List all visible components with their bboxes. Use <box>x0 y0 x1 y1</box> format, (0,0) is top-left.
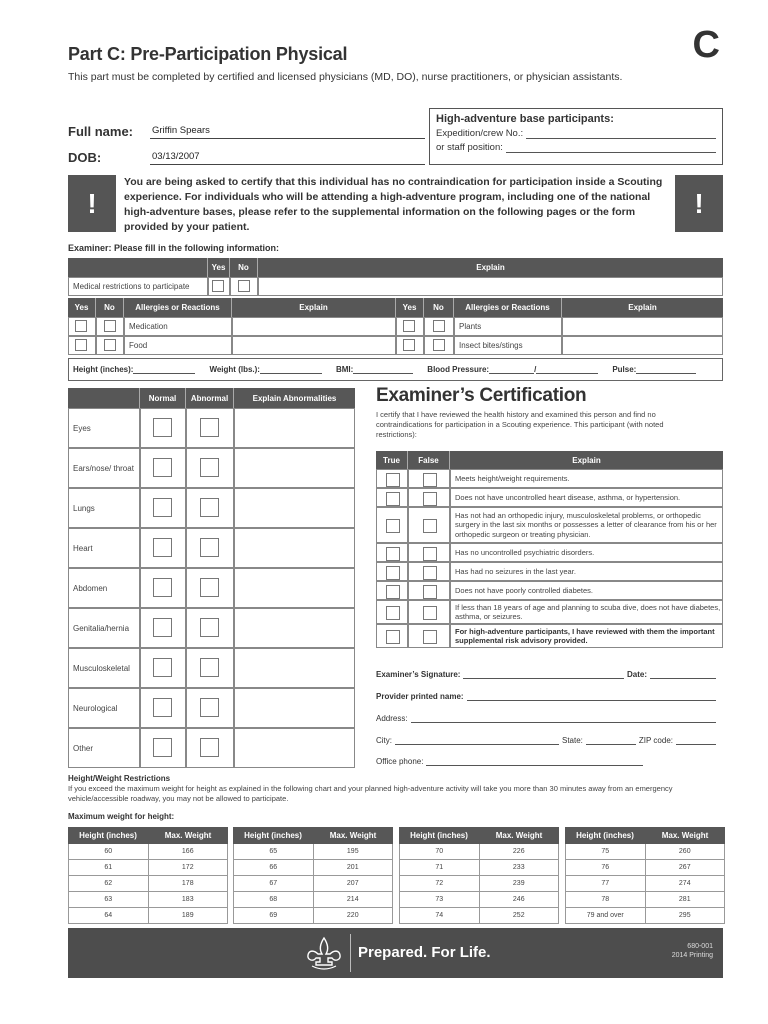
certification-text: I certify that I have reviewed the health history and examined this person and find no contraindications for participation in a Scouting experience. This participant (with noted restrictions): <box>376 410 664 439</box>
height-cell: 69 <box>233 908 314 923</box>
bp-separator: / <box>534 365 537 374</box>
height-cell: 64 <box>68 908 149 923</box>
weight-cell: 207 <box>314 876 394 891</box>
crew-field[interactable] <box>526 128 716 139</box>
staff-field[interactable] <box>506 142 716 153</box>
allergy-yes-checkbox[interactable] <box>75 320 87 332</box>
col-weight: Max. Weight <box>495 831 543 840</box>
height-cell: 74 <box>399 908 480 923</box>
weight-cell: 267 <box>646 860 726 875</box>
height-cell: 66 <box>233 860 314 875</box>
exam-header-explain: Explain Abnormalities <box>234 388 355 408</box>
height-cell: 77 <box>565 876 646 891</box>
phone-label: Office phone: <box>376 757 424 766</box>
allergy-item: Medication <box>124 317 232 336</box>
exam-row-label: Heart <box>68 528 140 568</box>
high-adventure-heading: High-adventure base participants: <box>436 113 614 125</box>
bmi-field[interactable] <box>353 365 413 374</box>
exam-row-label: Ears/nose/ throat <box>68 448 140 488</box>
allergy-no-checkbox[interactable] <box>433 320 445 332</box>
table-row <box>565 892 725 908</box>
fleur-de-lis-icon <box>304 936 344 970</box>
exam-abnormal-checkbox[interactable] <box>200 618 219 637</box>
medical-restrictions-label: Medical restrictions to participate <box>68 277 208 296</box>
table-row <box>233 908 393 924</box>
cert-item-text: Meets height/weight requirements. <box>450 469 723 488</box>
height-cell: 78 <box>565 892 646 907</box>
allergy-header-yes: Yes <box>68 298 96 317</box>
address-row <box>376 714 719 723</box>
header-explain: Explain <box>258 258 723 277</box>
cert-item-text: Has not had an orthopedic injury, musculoskeletal problems, or orthopedic surgery in the last six months or possesses a letter of clearance from his or her orthopedic surgeon or treating physician. <box>450 507 723 543</box>
allergy-yes-checkbox[interactable] <box>403 339 415 351</box>
weight-cell: 252 <box>480 908 560 923</box>
exam-normal-checkbox[interactable] <box>153 738 172 757</box>
cert-false-checkbox[interactable] <box>423 519 437 533</box>
height-label: Height (inches): <box>73 365 134 374</box>
weight-cell: 214 <box>314 892 394 907</box>
cert-true-checkbox[interactable] <box>386 492 400 506</box>
provider-label: Provider printed name: <box>376 692 464 701</box>
table-row <box>565 908 725 924</box>
exam-normal-checkbox[interactable] <box>153 458 172 477</box>
allergy-header-yes: Yes <box>396 298 424 317</box>
address-field[interactable] <box>411 714 716 723</box>
weight-cell: 178 <box>149 876 229 891</box>
cert-false-checkbox[interactable] <box>423 492 437 506</box>
max-weight-table-header <box>565 827 725 844</box>
table-row <box>68 876 228 892</box>
allergy-header-no: No <box>424 298 454 317</box>
city-label: City: <box>376 736 392 745</box>
weight-cell: 274 <box>646 876 726 891</box>
cert-false-checkbox[interactable] <box>423 630 437 644</box>
height-cell: 62 <box>68 876 149 891</box>
signature-label: Examiner’s Signature: <box>376 670 461 679</box>
max-weight-table-header <box>233 827 393 844</box>
table-row <box>565 860 725 876</box>
high-adventure-box <box>429 108 723 165</box>
exam-explain-field[interactable] <box>234 608 355 648</box>
exam-row-label: Abdomen <box>68 568 140 608</box>
footer-bar <box>68 928 723 978</box>
crew-label: Expedition/crew No.: <box>436 128 524 139</box>
full-name-field[interactable]: Griffin Spears <box>150 125 425 139</box>
cert-item-text: Has had no seizures in the last year. <box>450 562 723 581</box>
weight-cell: 195 <box>314 844 394 859</box>
weight-cell: 246 <box>480 892 560 907</box>
city-field[interactable] <box>395 736 559 745</box>
footer-slogan: Prepared. For Life. <box>358 944 491 961</box>
bp-diastolic-field[interactable] <box>536 365 598 374</box>
exam-row-label: Musculoskeletal <box>68 648 140 688</box>
cert-header-true: True <box>376 451 408 469</box>
cert-false-checkbox[interactable] <box>423 473 437 487</box>
cert-false-checkbox[interactable] <box>423 606 437 620</box>
max-weight-title: Maximum weight for height: <box>68 812 175 821</box>
cert-item-text: If less than 18 years of age and planning to scuba dive, does not have diabetes, asthma, or seizures. <box>450 600 723 624</box>
pulse-label: Pulse: <box>612 365 637 374</box>
cert-true-checkbox[interactable] <box>386 519 400 533</box>
max-weight-table-header <box>399 827 559 844</box>
exam-normal-checkbox[interactable] <box>153 618 172 637</box>
part-letter: C <box>692 24 720 66</box>
allergy-yes-checkbox[interactable] <box>403 320 415 332</box>
max-weight-table <box>233 827 393 924</box>
allergy-header-explain: Explain <box>232 298 396 317</box>
col-height: Height (inches) <box>244 831 302 840</box>
hw-restrictions-text: If you exceed the maximum weight for height as explained in the following chart and your planned high-adventure activity will take you more than 30 minutes away from an emergency vehicle/accessible roadway, you may not be allowed to participate. <box>68 784 673 803</box>
height-cell: 61 <box>68 860 149 875</box>
exam-explain-field[interactable] <box>234 408 355 448</box>
cert-header-false: False <box>408 451 450 469</box>
allergy-item: Plants <box>454 317 562 336</box>
weight-cell: 220 <box>314 908 394 923</box>
allergy-header-no: No <box>96 298 124 317</box>
weight-cell: 295 <box>646 908 726 923</box>
allergy-yes-checkbox[interactable] <box>75 339 87 351</box>
pulse-field[interactable] <box>636 365 696 374</box>
table-row <box>233 892 393 908</box>
weight-cell: 226 <box>480 844 560 859</box>
cert-false-checkbox[interactable] <box>423 566 437 580</box>
col-weight: Max. Weight <box>164 831 212 840</box>
full-name-label: Full name: <box>68 124 134 139</box>
allergy-explain-field[interactable] <box>562 336 723 355</box>
table-row <box>233 876 393 892</box>
cert-true-checkbox[interactable] <box>386 566 400 580</box>
col-weight: Max. Weight <box>661 831 709 840</box>
table-row <box>565 844 725 860</box>
cert-false-checkbox[interactable] <box>423 547 437 561</box>
exam-explain-field[interactable] <box>234 568 355 608</box>
exam-header-normal: Normal <box>140 388 186 408</box>
exam-normal-checkbox[interactable] <box>153 418 172 437</box>
table-row <box>233 860 393 876</box>
zip-label: ZIP code: <box>638 736 673 745</box>
weight-cell: 239 <box>480 876 560 891</box>
exam-explain-field[interactable] <box>234 488 355 528</box>
cert-item-text: Does not have poorly controlled diabetes. <box>450 581 723 600</box>
signature-field[interactable] <box>463 670 624 679</box>
exam-abnormal-checkbox[interactable] <box>200 578 219 597</box>
weight-cell: 201 <box>314 860 394 875</box>
exam-abnormal-checkbox[interactable] <box>200 458 219 477</box>
warning-text: You are being asked to certify that this individual has no contraindication for participation inside a Scouting experience. For individuals who will be attending a high-adventure program, including one of the national high-adventure bases, please refer to the supplemental information on the following pages or the form provided by your patient. <box>124 176 663 233</box>
zip-field[interactable] <box>676 736 716 745</box>
page-subtitle: This part must be completed by certified and licensed physicians (MD, DO), nurse practitioners, or physician assistants. <box>68 71 623 83</box>
exam-row-label: Neurological <box>68 688 140 728</box>
max-weight-table <box>399 827 559 924</box>
allergy-explain-field[interactable] <box>232 336 396 355</box>
table-row <box>68 908 228 924</box>
col-height: Height (inches) <box>576 831 634 840</box>
weight-label: Weight (lbs.): <box>209 365 260 374</box>
cert-true-checkbox[interactable] <box>386 606 400 620</box>
height-cell: 65 <box>233 844 314 859</box>
exam-header-abnormal: Abnormal <box>186 388 234 408</box>
table-row <box>399 908 559 924</box>
height-cell: 73 <box>399 892 480 907</box>
table-row <box>399 876 559 892</box>
height-field[interactable] <box>133 365 195 374</box>
cert-true-checkbox[interactable] <box>386 473 400 487</box>
examiner-section-label: Examiner: Please fill in the following information: <box>68 243 280 253</box>
table-row <box>233 844 393 860</box>
phone-field[interactable] <box>426 757 643 766</box>
cert-item-text: For high-adventure participants, I have reviewed with them the important supplemental risk advisory provided. <box>450 624 723 648</box>
dob-field[interactable]: 03/13/2007 <box>150 151 425 165</box>
signature-row <box>376 670 719 679</box>
warning-icon: ! <box>68 175 116 232</box>
warning-icon: ! <box>675 175 723 232</box>
exam-row-label: Other <box>68 728 140 768</box>
height-cell: 76 <box>565 860 646 875</box>
medical-restrictions-explain[interactable] <box>258 277 723 296</box>
table-row <box>68 892 228 908</box>
state-label: State: <box>562 736 583 745</box>
height-cell: 67 <box>233 876 314 891</box>
weight-cell: 281 <box>646 892 726 907</box>
phone-row <box>376 757 646 766</box>
exam-header-blank <box>68 388 140 408</box>
allergy-header-reactions: Allergies or Reactions <box>124 298 232 317</box>
allergy-no-checkbox[interactable] <box>104 339 116 351</box>
exam-normal-checkbox[interactable] <box>153 698 172 717</box>
table-row <box>565 876 725 892</box>
exam-abnormal-checkbox[interactable] <box>200 418 219 437</box>
date-field[interactable] <box>650 670 716 679</box>
exam-abnormal-checkbox[interactable] <box>200 738 219 757</box>
exam-abnormal-checkbox[interactable] <box>200 658 219 677</box>
height-cell: 72 <box>399 876 480 891</box>
bmi-label: BMI: <box>335 365 354 374</box>
staff-label: or staff position: <box>436 142 503 153</box>
table-row <box>68 844 228 860</box>
form-printing: 2014 Printing <box>671 952 713 959</box>
cert-item-text: Has no uncontrolled psychiatric disorders. <box>450 543 723 562</box>
exam-normal-checkbox[interactable] <box>153 658 172 677</box>
table-row <box>399 860 559 876</box>
weight-cell: 172 <box>149 860 229 875</box>
weight-cell: 233 <box>480 860 560 875</box>
height-cell: 70 <box>399 844 480 859</box>
allergy-no-checkbox[interactable] <box>104 320 116 332</box>
provider-field[interactable] <box>467 692 716 701</box>
allergy-explain-field[interactable] <box>232 317 396 336</box>
max-weight-table <box>68 827 228 924</box>
table-row <box>399 844 559 860</box>
weight-cell: 166 <box>149 844 229 859</box>
weight-cell: 183 <box>149 892 229 907</box>
max-weight-table <box>565 827 725 924</box>
address-label: Address: <box>376 714 408 723</box>
bp-label: Blood Pressure: <box>427 365 490 374</box>
exam-normal-checkbox[interactable] <box>153 578 172 597</box>
allergy-header-explain: Explain <box>562 298 723 317</box>
allergy-item: Insect bites/stings <box>454 336 562 355</box>
weight-cell: 189 <box>149 908 229 923</box>
exam-explain-field[interactable] <box>234 728 355 768</box>
allergy-item: Food <box>124 336 232 355</box>
table-row <box>399 892 559 908</box>
certification-title: Examiner’s Certification <box>376 385 587 406</box>
weight-cell: 260 <box>646 844 726 859</box>
dob-label: DOB: <box>68 150 102 165</box>
exam-abnormal-checkbox[interactable] <box>200 538 219 557</box>
page-title: Part C: Pre-Participation Physical <box>68 44 348 64</box>
footer-divider <box>350 934 351 972</box>
exam-abnormal-checkbox[interactable] <box>200 498 219 517</box>
city-row <box>376 736 719 745</box>
exam-row-label: Eyes <box>68 408 140 448</box>
cert-item-text: Does not have uncontrolled heart disease, asthma, or hypertension. <box>450 488 723 507</box>
exam-normal-checkbox[interactable] <box>153 498 172 517</box>
exam-abnormal-checkbox[interactable] <box>200 698 219 717</box>
form-number: 680-001 <box>687 943 713 950</box>
height-cell: 79 and over <box>565 908 646 923</box>
cert-true-checkbox[interactable] <box>386 547 400 561</box>
exam-normal-checkbox[interactable] <box>153 538 172 557</box>
col-height: Height (inches) <box>79 831 137 840</box>
provider-row <box>376 692 719 701</box>
height-cell: 68 <box>233 892 314 907</box>
cert-header-explain: Explain <box>450 451 723 469</box>
height-cell: 63 <box>68 892 149 907</box>
exam-explain-field[interactable] <box>234 648 355 688</box>
height-cell: 71 <box>399 860 480 875</box>
medical-restrictions-no-checkbox[interactable] <box>238 280 250 292</box>
allergy-explain-field[interactable] <box>562 317 723 336</box>
date-label: Date: <box>626 670 647 679</box>
form-code <box>672 942 713 960</box>
cert-false-checkbox[interactable] <box>423 585 437 599</box>
exam-explain-field[interactable] <box>234 448 355 488</box>
hw-restrictions-title: Height/Weight Restrictions <box>68 774 171 783</box>
allergy-no-checkbox[interactable] <box>433 339 445 351</box>
exam-explain-field[interactable] <box>234 528 355 568</box>
header-yes: Yes <box>208 258 230 277</box>
vitals-row <box>68 358 723 381</box>
bp-systolic-field[interactable] <box>489 365 537 374</box>
exam-row-label: Lungs <box>68 488 140 528</box>
state-field[interactable] <box>586 736 636 745</box>
height-cell: 75 <box>565 844 646 859</box>
cert-true-checkbox[interactable] <box>386 585 400 599</box>
cert-true-checkbox[interactable] <box>386 630 400 644</box>
table-row <box>68 860 228 876</box>
allergy-header-reactions: Allergies or Reactions <box>454 298 562 317</box>
height-cell: 60 <box>68 844 149 859</box>
exam-explain-field[interactable] <box>234 688 355 728</box>
header-no: No <box>230 258 258 277</box>
col-weight: Max. Weight <box>329 831 377 840</box>
header-blank <box>68 258 208 277</box>
exam-row-label: Genitalia/hernia <box>68 608 140 648</box>
medical-restrictions-yes-checkbox[interactable] <box>212 280 224 292</box>
col-height: Height (inches) <box>410 831 468 840</box>
weight-field[interactable] <box>260 365 322 374</box>
max-weight-table-header <box>68 827 228 844</box>
